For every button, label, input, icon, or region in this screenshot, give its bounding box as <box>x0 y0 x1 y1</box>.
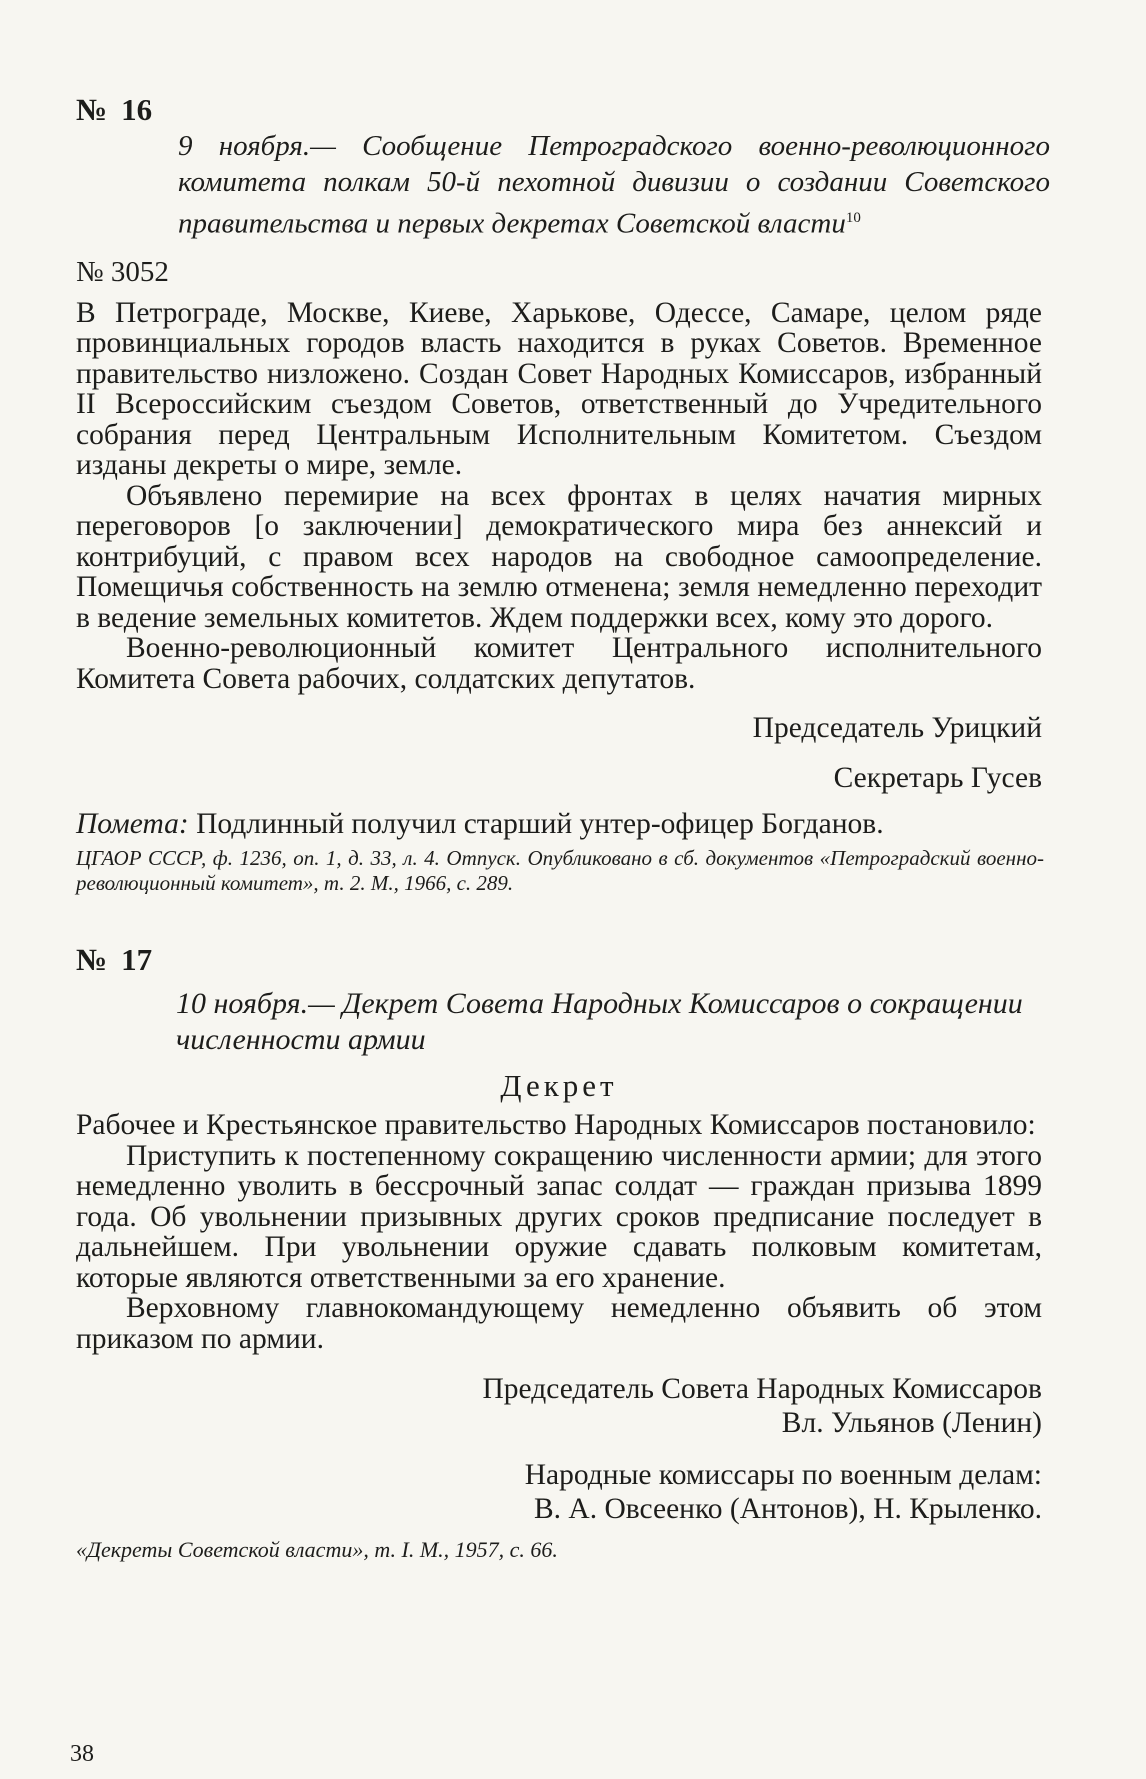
doc-17-source: «Декреты Советской власти», т. I. М., 1957, с. 66. <box>76 1537 558 1563</box>
doc-17-number-value: 17 <box>121 942 153 978</box>
doc-16-paragraph-3: Военно-революционный комитет Центрального исполнительного Комитета Совета рабочих, солдатских депутатов. <box>76 632 1042 695</box>
doc-16-reg-number: № 3052 <box>76 255 169 288</box>
doc-17-paragraph-3: Верховному главнокомандующему немедленно объявить об этом приказом по армии. <box>76 1292 1042 1355</box>
document-17 <box>76 942 1042 1564</box>
page-number: 38 <box>70 1741 94 1767</box>
document-16 <box>76 92 1050 896</box>
note-text: Подлинный получил старший унтер-офицер Богданов. <box>196 808 884 841</box>
doc-16-paragraph-2: Объявлено перемирие на всех фронтах в целях начатия мирных переговоров [о заключении] демократического мира без аннексий и контрибуций, с правом всех народов на свободное самоопределение. Помещичья собственность на землю отменена; земля немедленно переходит в ведение земельных комитетов. Ждем поддержки всех, кому это дорого. <box>76 479 1042 634</box>
signature-chairman: Председатель Урицкий <box>752 712 1042 745</box>
note-label: Помета: <box>76 808 189 841</box>
doc-16-paragraph-1: В Петрограде, Москве, Киеве, Харькове, Одессе, Самаре, целом ряде провинциальных городов власть находится в руках Советов. Временное правительство низложено. Создан Совет Народных Комиссаров, избранный II Всероссийским съездом Советов, ответственный до Учредительного собрания перед Центральным Исполнительным Комитетом. Съездом изданы декреты о мире, земле. <box>76 296 1042 482</box>
signature-title-sovnarkom: Председатель Совета Народных Комиссаров <box>482 1373 1042 1406</box>
doc-17-number <box>76 942 1042 978</box>
signature-block-1 <box>76 1372 1042 1440</box>
doc-17-paragraph-2: Приступить к постепенному сокращению численности армии; для этого немедленно уволить в бессрочный запас солдат — граждан призыва 1899 года. Об увольнении призывных других сроков предписание последует в дальнейшем. При увольнении оружие сдавать полковым комитетам, которые являются ответственными за его хранение. <box>76 1139 1042 1294</box>
signature-title-military: Народные комиссары по военным делам: <box>524 1459 1042 1492</box>
doc-16-note <box>76 808 1042 840</box>
doc-16-number-value: 16 <box>121 92 153 127</box>
doc-16-source: ЦГАОР СССР, ф. 1236, оп. 1, д. 33, л. 4. Отпуск. Опубликовано в сб. документов «Петроградский военно-революционный комитет», т. 2. М., 1966, с. 289. <box>76 846 1044 896</box>
doc-17-heading: 10 ноября.— Декрет Совета Народных Комиссаров о сокращении численности армии <box>176 987 1023 1057</box>
signature-secretary: Секретарь Гусев <box>833 762 1042 795</box>
doc-16-number <box>76 92 1042 128</box>
doc-16-heading-text: 9 ноября.— Сообщение Петроградского военно-революционного комитета полкам 50-й пехотной дивизии о создании Советского правительства и первых декретах Советской власти <box>178 130 1050 240</box>
footnote-ref: 10 <box>845 210 861 226</box>
number-sign: № <box>76 92 108 127</box>
signature-commissars: В. А. Овсеенко (Антонов), Н. Крыленко. <box>534 1493 1042 1526</box>
signature-lenin: Вл. Ульянов (Ленин) <box>781 1407 1042 1440</box>
number-sign: № <box>76 942 108 978</box>
doc-17-paragraph-1: Рабочее и Крестьянское правительство Народных Комиссаров постановило: <box>76 1109 1036 1142</box>
decree-title: Декрет <box>500 1068 618 1104</box>
signature-block-2 <box>76 1458 1042 1526</box>
document-page <box>76 92 1050 1564</box>
doc-16-heading <box>178 128 1050 242</box>
